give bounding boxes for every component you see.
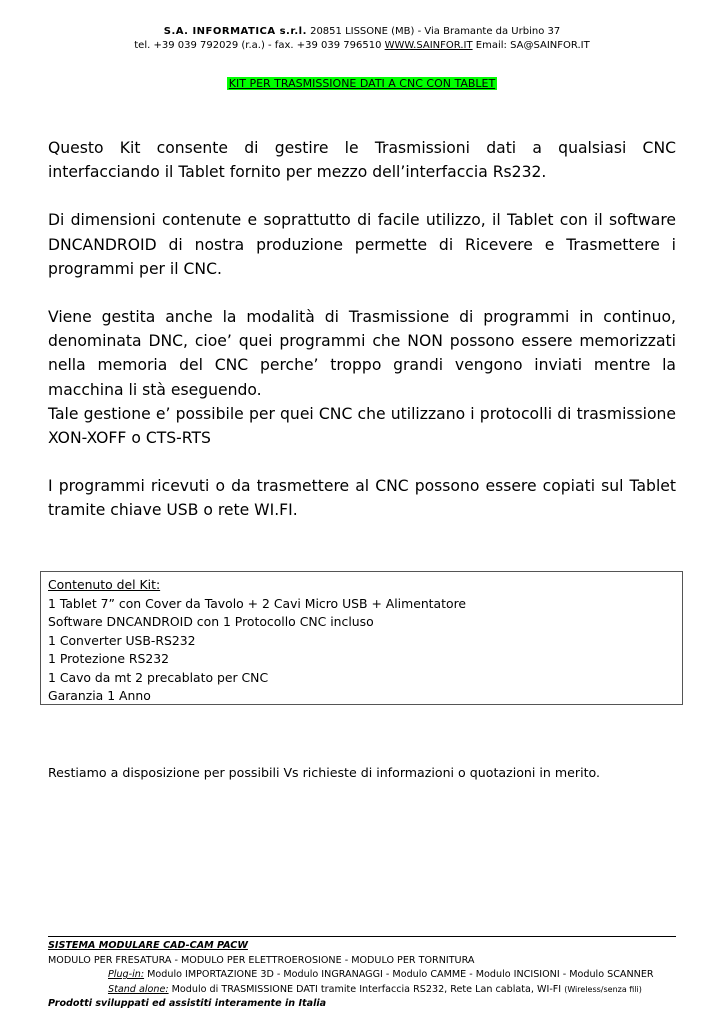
kit-item: 1 Tablet 7” con Cover da Tavolo + 2 Cavi Micro USB + Alimentatore — [48, 595, 467, 611]
standalone-label: Stand alone: — [108, 983, 169, 995]
plugin-label: Plug-in: — [108, 969, 145, 980]
paragraph-dnc: Viene gestita anche la modalità di Trasmissione di programmi in continuo, denominata DNC, cioe’ quei programmi che NON possono essere memorizzati nella memoria del CNC perche’ troppo grandi vengono inviati mentre la macchina li stà eseguendo. — [48, 308, 676, 399]
letterhead — [0, 25, 724, 53]
paragraph-transfer: I programmi ricevuti o da trasmettere al CNC possono essere copiati sul Tablet tramite chiave USB o rete WI.FI. — [48, 477, 676, 520]
standalone-note: (Wireless/senza fili) — [564, 984, 642, 994]
company-name: S.A. INFORMATICA s.r.l. — [163, 26, 307, 37]
paragraph-tablet: Di dimensioni contenute e soprattutto di facile utilizzo, il Tablet con il software DNCANDROID di nostra produzione permette di Ricevere e Trasmettere i programmi per il CNC. — [48, 211, 676, 278]
email-label: Email: — [475, 40, 507, 51]
body-text — [48, 136, 676, 523]
paragraph-intro: Questo Kit consente di gestire le Trasmissioni dati a qualsiasi CNC interfacciando il Tablet fornito per mezzo dell’interfaccia Rs232. — [48, 139, 676, 182]
footer-divider — [48, 936, 676, 937]
phone-fax: tel. +39 039 792029 (r.a.) - fax. +39 039 796510 — [134, 40, 382, 51]
company-line — [0, 25, 724, 39]
plugin-text: Modulo IMPORTAZIONE 3D - Modulo INGRANAGGI - Modulo CAMME - Modulo INCISIONI - Modulo SCANNER — [147, 969, 654, 980]
footer-modules: MODULO PER FRESATURA - MODULO PER ELETTROEROSIONE - MODULO PER TORNITURA — [48, 954, 475, 966]
footer-standalone — [48, 983, 688, 998]
email-address[interactable]: SA@SAINFOR.IT — [510, 40, 590, 51]
kit-item: 1 Converter USB-RS232 — [48, 632, 196, 648]
standalone-text: Modulo di TRASMISSIONE DATI tramite Interfaccia RS232, Rete Lan cablata, WI-FI — [171, 983, 562, 995]
footer — [48, 939, 688, 1012]
kit-title: Contenuto del Kit: — [48, 577, 161, 592]
footer-plugins — [48, 968, 688, 983]
company-address: 20851 LISSONE (MB) - Via Bramante da Urbino 37 — [310, 26, 561, 37]
footer-system: SISTEMA MODULARE CAD-CAM PACW — [48, 940, 248, 951]
kit-item: 1 Protezione RS232 — [48, 651, 170, 666]
footer-made-in-italy: Prodotti sviluppati ed assistiti interamente in Italia — [48, 998, 327, 1009]
kit-contents-box — [40, 571, 683, 705]
closing-text: Restiamo a disposizione per possibili Vs richieste di informazioni o quotazioni in merito. — [48, 765, 601, 780]
website-link[interactable]: WWW.SAINFOR.IT — [384, 40, 473, 51]
document-title: KIT PER TRASMISSIONE DATI A CNC CON TABLET — [228, 77, 496, 90]
paragraph-protocols: Tale gestione e’ possibile per quei CNC che utilizzano i protocolli di trasmissione XON-XOFF o CTS-RTS — [48, 404, 676, 448]
kit-item: Garanzia 1 Anno — [48, 688, 151, 703]
kit-item: Software DNCANDROID con 1 Protocollo CNC incluso — [48, 614, 374, 629]
document-title-wrap — [0, 72, 724, 91]
kit-item: 1 Cavo da mt 2 precablato per CNC — [48, 669, 269, 685]
contact-line — [0, 39, 724, 53]
